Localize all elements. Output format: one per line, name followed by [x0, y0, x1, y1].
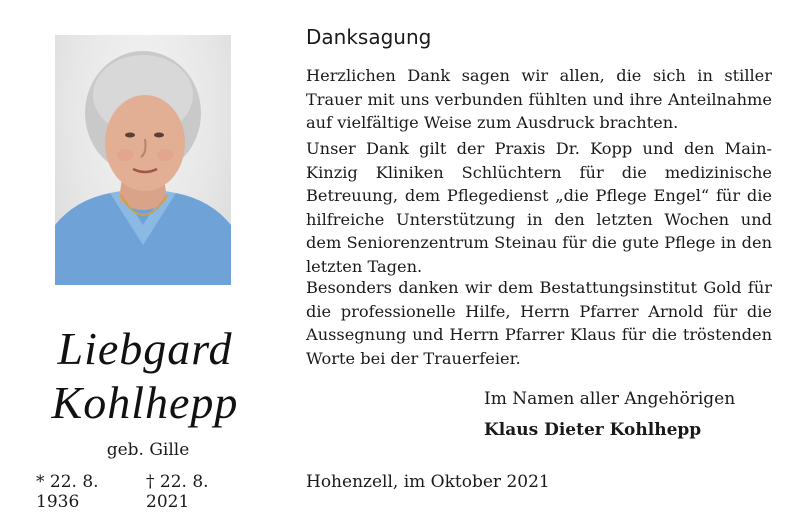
paragraph-special-thanks: [306, 276, 772, 370]
last-name: Kohlhepp: [51, 377, 239, 428]
paragraph-text: Herzlichen Dank sagen wir allen, die sich in stiller Trauer mit uns verbunden fühlten und ihre Anteilnahme auf vielfältige Weise zum Ausdruck brachten.: [306, 66, 772, 132]
portrait-illustration: [55, 35, 231, 285]
life-dates: [36, 472, 256, 512]
portrait-photo: [55, 35, 231, 285]
first-name: Liebgard: [57, 323, 233, 374]
signer-name: Klaus Dieter Kohlhepp: [484, 420, 702, 440]
deceased-name: [30, 322, 260, 430]
paragraph-text: Besonders danken wir dem Bestattungsinstitut Gold für die professionelle Hilfe, Herrn Pfarrer Arnold für die Aussegnung und Herrn Pfarrer Klaus für die tröstenden Worte bei der Trauerfeier.: [306, 278, 772, 368]
paragraph-thanks: [306, 64, 772, 135]
death-date: † 22. 8. 2021: [146, 472, 209, 512]
place-date: Hohenzell, im Oktober 2021: [306, 472, 550, 492]
birth-date: * 22. 8. 1936: [36, 472, 99, 512]
closing-phrase: Im Namen aller Angehörigen: [484, 389, 736, 409]
birth-name: geb. Gille: [106, 440, 190, 460]
paragraph-text: Unser Dank gilt der Praxis Dr. Kopp und den Main-Kinzig Kliniken Schlüchtern für die medizinische Betreuung, dem Pflegedienst „die Pflege Engel“ für die hilfreiche Unterstützung in den letzten Wochen und dem Seniorenzentrum Steinau für die gute Pflege in den letzten Tagen.: [306, 139, 772, 276]
paragraph-care-thanks: [306, 137, 772, 278]
notice-title: Danksagung: [306, 25, 432, 49]
